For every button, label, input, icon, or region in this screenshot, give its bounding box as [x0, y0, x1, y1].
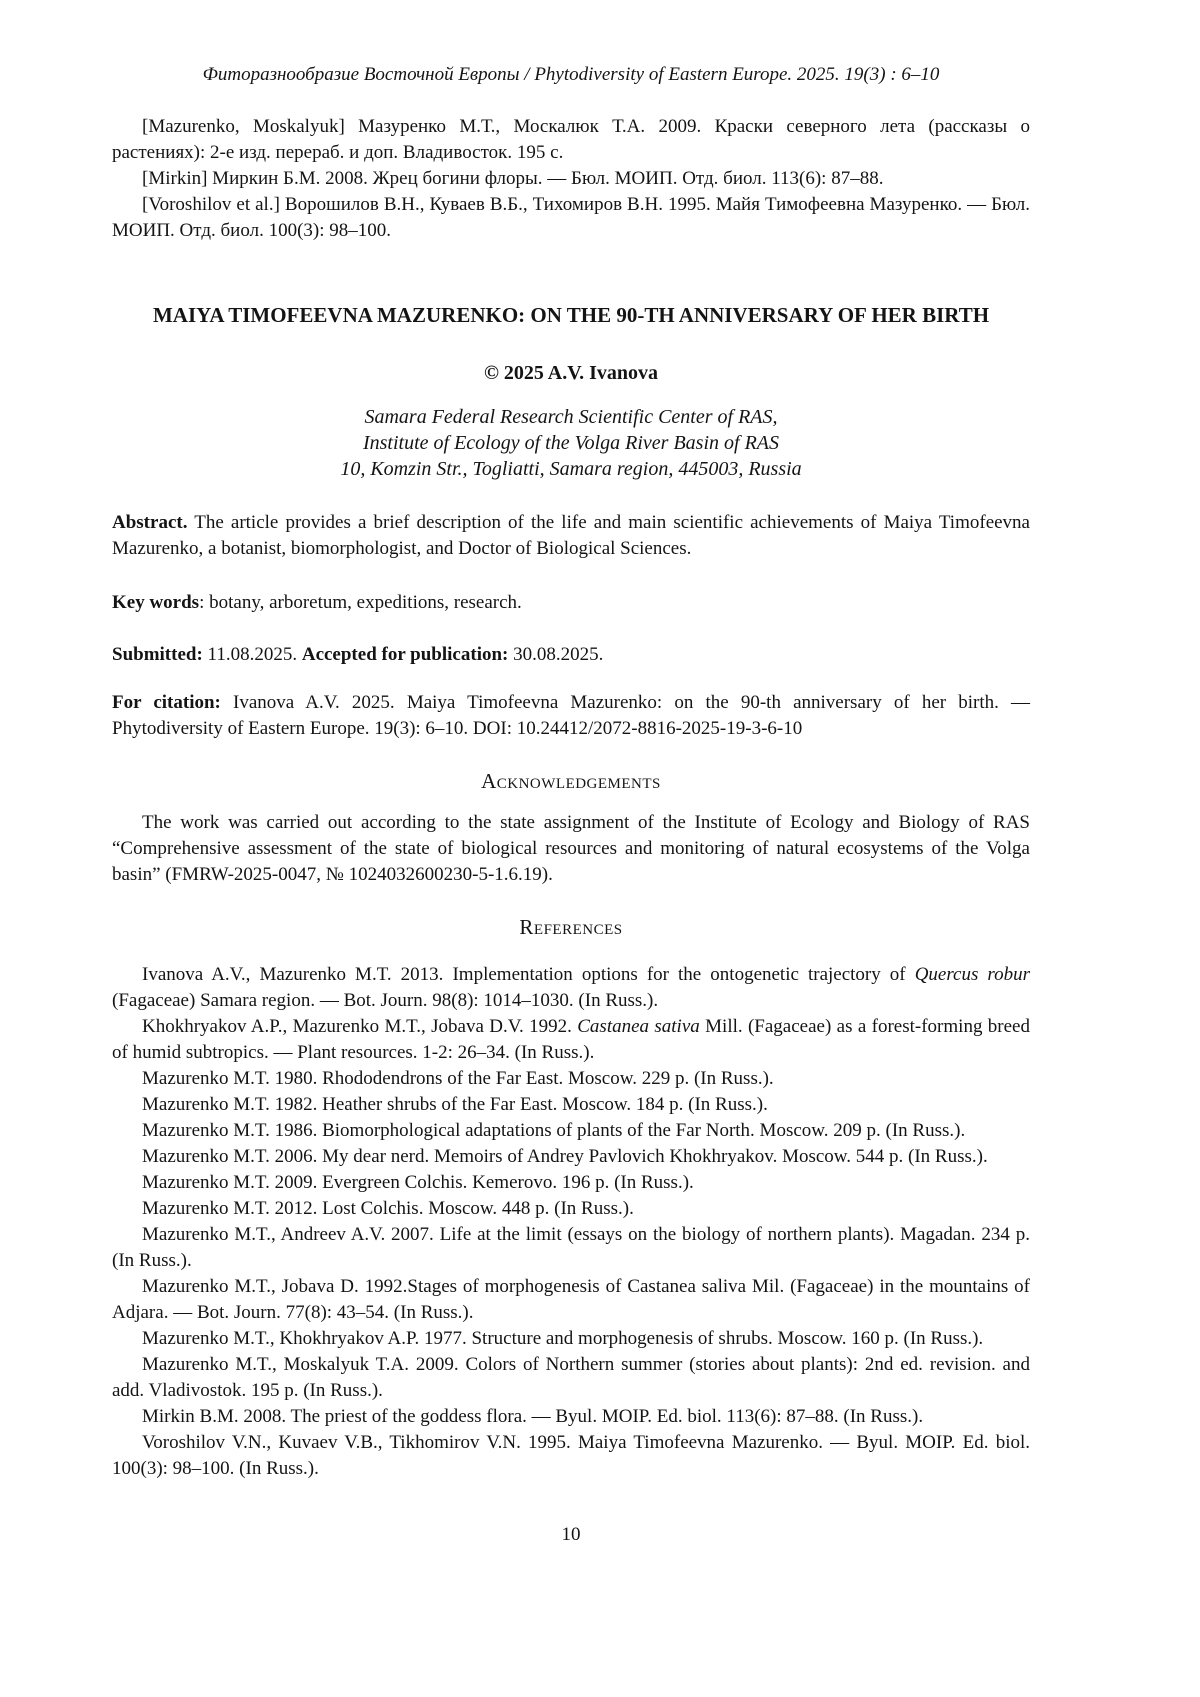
reference-text: Mazurenko M.T. 1980. Rhododendrons of the Far East. Moscow. 229 p. (In Russ.). [142, 1068, 774, 1089]
reference-item [112, 1326, 1030, 1352]
reference-text: Mill. (Fagaceae) as a forest-forming breed of humid subtropics. — Plant resources. 1-2: 26–34. (In Russ.). [112, 1016, 1030, 1063]
reference-item [112, 1274, 1030, 1326]
page-number: 10 [561, 1524, 581, 1545]
article-title: MAIYA TIMOFEEVNA MAZURENKO: ON THE 90-TH ANNIVERSARY OF HER BIRTH [152, 303, 990, 327]
reference-text: Mazurenko M.T. 2009. Evergreen Colchis. Kemerovo. 196 p. (In Russ.). [142, 1172, 694, 1193]
reference-species-name: Castanea sativa [577, 1016, 700, 1037]
page-content [112, 0, 1030, 1548]
submitted-label: Submitted: [112, 644, 203, 665]
reference-item [112, 1170, 1030, 1196]
reference-item [112, 1352, 1030, 1404]
reference-item [112, 1144, 1030, 1170]
reference-text: Mazurenko M.T., Moskalyuk T.A. 2009. Colors of Northern summer (stories about plants): 2nd ed. revision. and add. Vladivostok. 195 p. (In Russ.). [112, 1354, 1030, 1401]
reference-item [112, 1014, 1030, 1066]
reference-item [112, 1404, 1030, 1430]
affiliation-line: 10, Komzin Str., Togliatti, Samara region, 445003, Russia [340, 458, 802, 480]
reference-text: Mazurenko M.T., Andreev A.V. 2007. Life at the limit (essays on the biology of northern plants). Magadan. 234 p. (In Russ.). [112, 1224, 1030, 1271]
keywords-paragraph [112, 590, 1030, 616]
accepted-label: Accepted for publication: [301, 644, 509, 665]
reference-item [112, 1092, 1030, 1118]
reference-text: Mazurenko M.T. 2006. My dear nerd. Memoirs of Andrey Pavlovich Khokhryakov. Moscow. 544 p. (In Russ.). [142, 1146, 988, 1167]
reference-item [112, 1118, 1030, 1144]
affiliation-line: Institute of Ecology of the Volga River Basin of RAS [362, 432, 780, 454]
keywords-text: : botany, arboretum, expeditions, research. [199, 592, 522, 613]
submitted-date: 11.08.2025. [207, 644, 298, 665]
previous-reference-item: [Mazurenko, Moskalyuk] Мазуренко М.Т., Москалюк Т.А. 2009. Краски северного лета (рассказы о растениях): 2-е изд. перераб. и доп. Владивосток. 195 с. [112, 116, 1030, 163]
previous-reference-item: [Voroshilov et al.] Ворошилов В.Н., Куваев В.Б., Тихомиров В.Н. 1995. Майя Тимофеевна Мазуренко. — Бюл. МОИП. Отд. биол. 100(3): 98–100. [112, 194, 1030, 241]
reference-item [112, 1430, 1030, 1482]
citation-paragraph [112, 690, 1030, 742]
reference-text: Ivanova A.V., Mazurenko M.T. 2013. Implementation options for the ontogenetic trajectory of [142, 964, 915, 985]
abstract-label: Abstract. [112, 512, 188, 533]
copyright-author: © 2025 A.V. Ivanova [483, 362, 659, 384]
reference-item [112, 1196, 1030, 1222]
abstract-text: The article provides a brief description of the life and main scientific achievements of Maiya Timofeevna Mazurenko, a botanist, biomorphologist, and Doctor of Biological Sciences. [112, 512, 1030, 559]
journal-header: Фиторазнообразие Восточной Европы / Phytodiversity of Eastern Europe. 2025. 19(3) : 6–10 [202, 64, 940, 85]
accepted-date: 30.08.2025. [513, 644, 604, 665]
previous-page-references [112, 114, 1030, 244]
keywords-label: Key words [112, 592, 200, 613]
reference-text: Mazurenko M.T. 1986. Biomorphological adaptations of plants of the Far North. Moscow. 209 p. (In Russ.). [142, 1120, 966, 1141]
reference-text: Mazurenko M.T., Jobava D. 1992.Stages of morphogenesis of Castanea saliva Mil. (Fagaceae) in the mountains of Adjara. — Bot. Journ. 77(8): 43–54. (In Russ.). [112, 1276, 1030, 1323]
reference-item [112, 1222, 1030, 1274]
reference-species-name: Quercus robur [914, 964, 1030, 985]
reference-text: Mirkin B.M. 2008. The priest of the goddess flora. — Byul. MOIP. Ed. biol. 113(6): 87–88. (In Russ.). [142, 1406, 924, 1427]
citation-label: For citation: [112, 692, 221, 713]
reference-text: Mazurenko M.T., Khokhryakov A.P. 1977. Structure and morphogenesis of shrubs. Moscow. 160 p. (In Russ.). [142, 1328, 984, 1349]
reference-text: Mazurenko M.T. 1982. Heather shrubs of the Far East. Moscow. 184 p. (In Russ.). [142, 1094, 768, 1115]
references-heading: References [519, 915, 623, 939]
reference-item [112, 1066, 1030, 1092]
affiliation-block [112, 404, 1030, 482]
abstract-paragraph [112, 510, 1030, 562]
reference-text: (Fagaceae) Samara region. — Bot. Journ. 98(8): 1014–1030. (In Russ.). [112, 990, 659, 1011]
affiliation-line: Samara Federal Research Scientific Center of RAS, [364, 406, 778, 428]
reference-text: Khokhryakov A.P., Mazurenko M.T., Jobava D.V. 1992. [142, 1016, 578, 1037]
reference-text: Mazurenko M.T. 2012. Lost Colchis. Moscow. 448 p. (In Russ.). [142, 1198, 634, 1219]
references-list [112, 962, 1030, 1482]
reference-item [112, 962, 1030, 1014]
citation-text: Ivanova A.V. 2025. Maiya Timofeevna Mazurenko: on the 90-th anniversary of her birth. — Phytodiversity of Eastern Europe. 19(3): 6–10. DOI: 10.24412/2072-8816-2025-19-3-6-10 [112, 692, 1030, 739]
acknowledgements-text: The work was carried out according to the state assignment of the Institute of Ecology and Biology of RAS “Comprehensive assessment of the state of biological resources and monitoring of natural ecosystems of the Volga basin” (FMRW-2025-0047, № 1024032600230-5-1.6.19). [112, 812, 1030, 885]
acknowledgements-heading: Acknowledgements [481, 769, 661, 793]
dates-paragraph [112, 642, 1030, 668]
previous-reference-item: [Mirkin] Миркин Б.М. 2008. Жрец богини флоры. — Бюл. МОИП. Отд. биол. 113(6): 87–88. [142, 168, 884, 189]
reference-text: Voroshilov V.N., Kuvaev V.B., Tikhomirov V.N. 1995. Maiya Timofeevna Mazurenko. — Byul. MOIP. Ed. biol. 100(3): 98–100. (In Russ.). [112, 1432, 1030, 1479]
